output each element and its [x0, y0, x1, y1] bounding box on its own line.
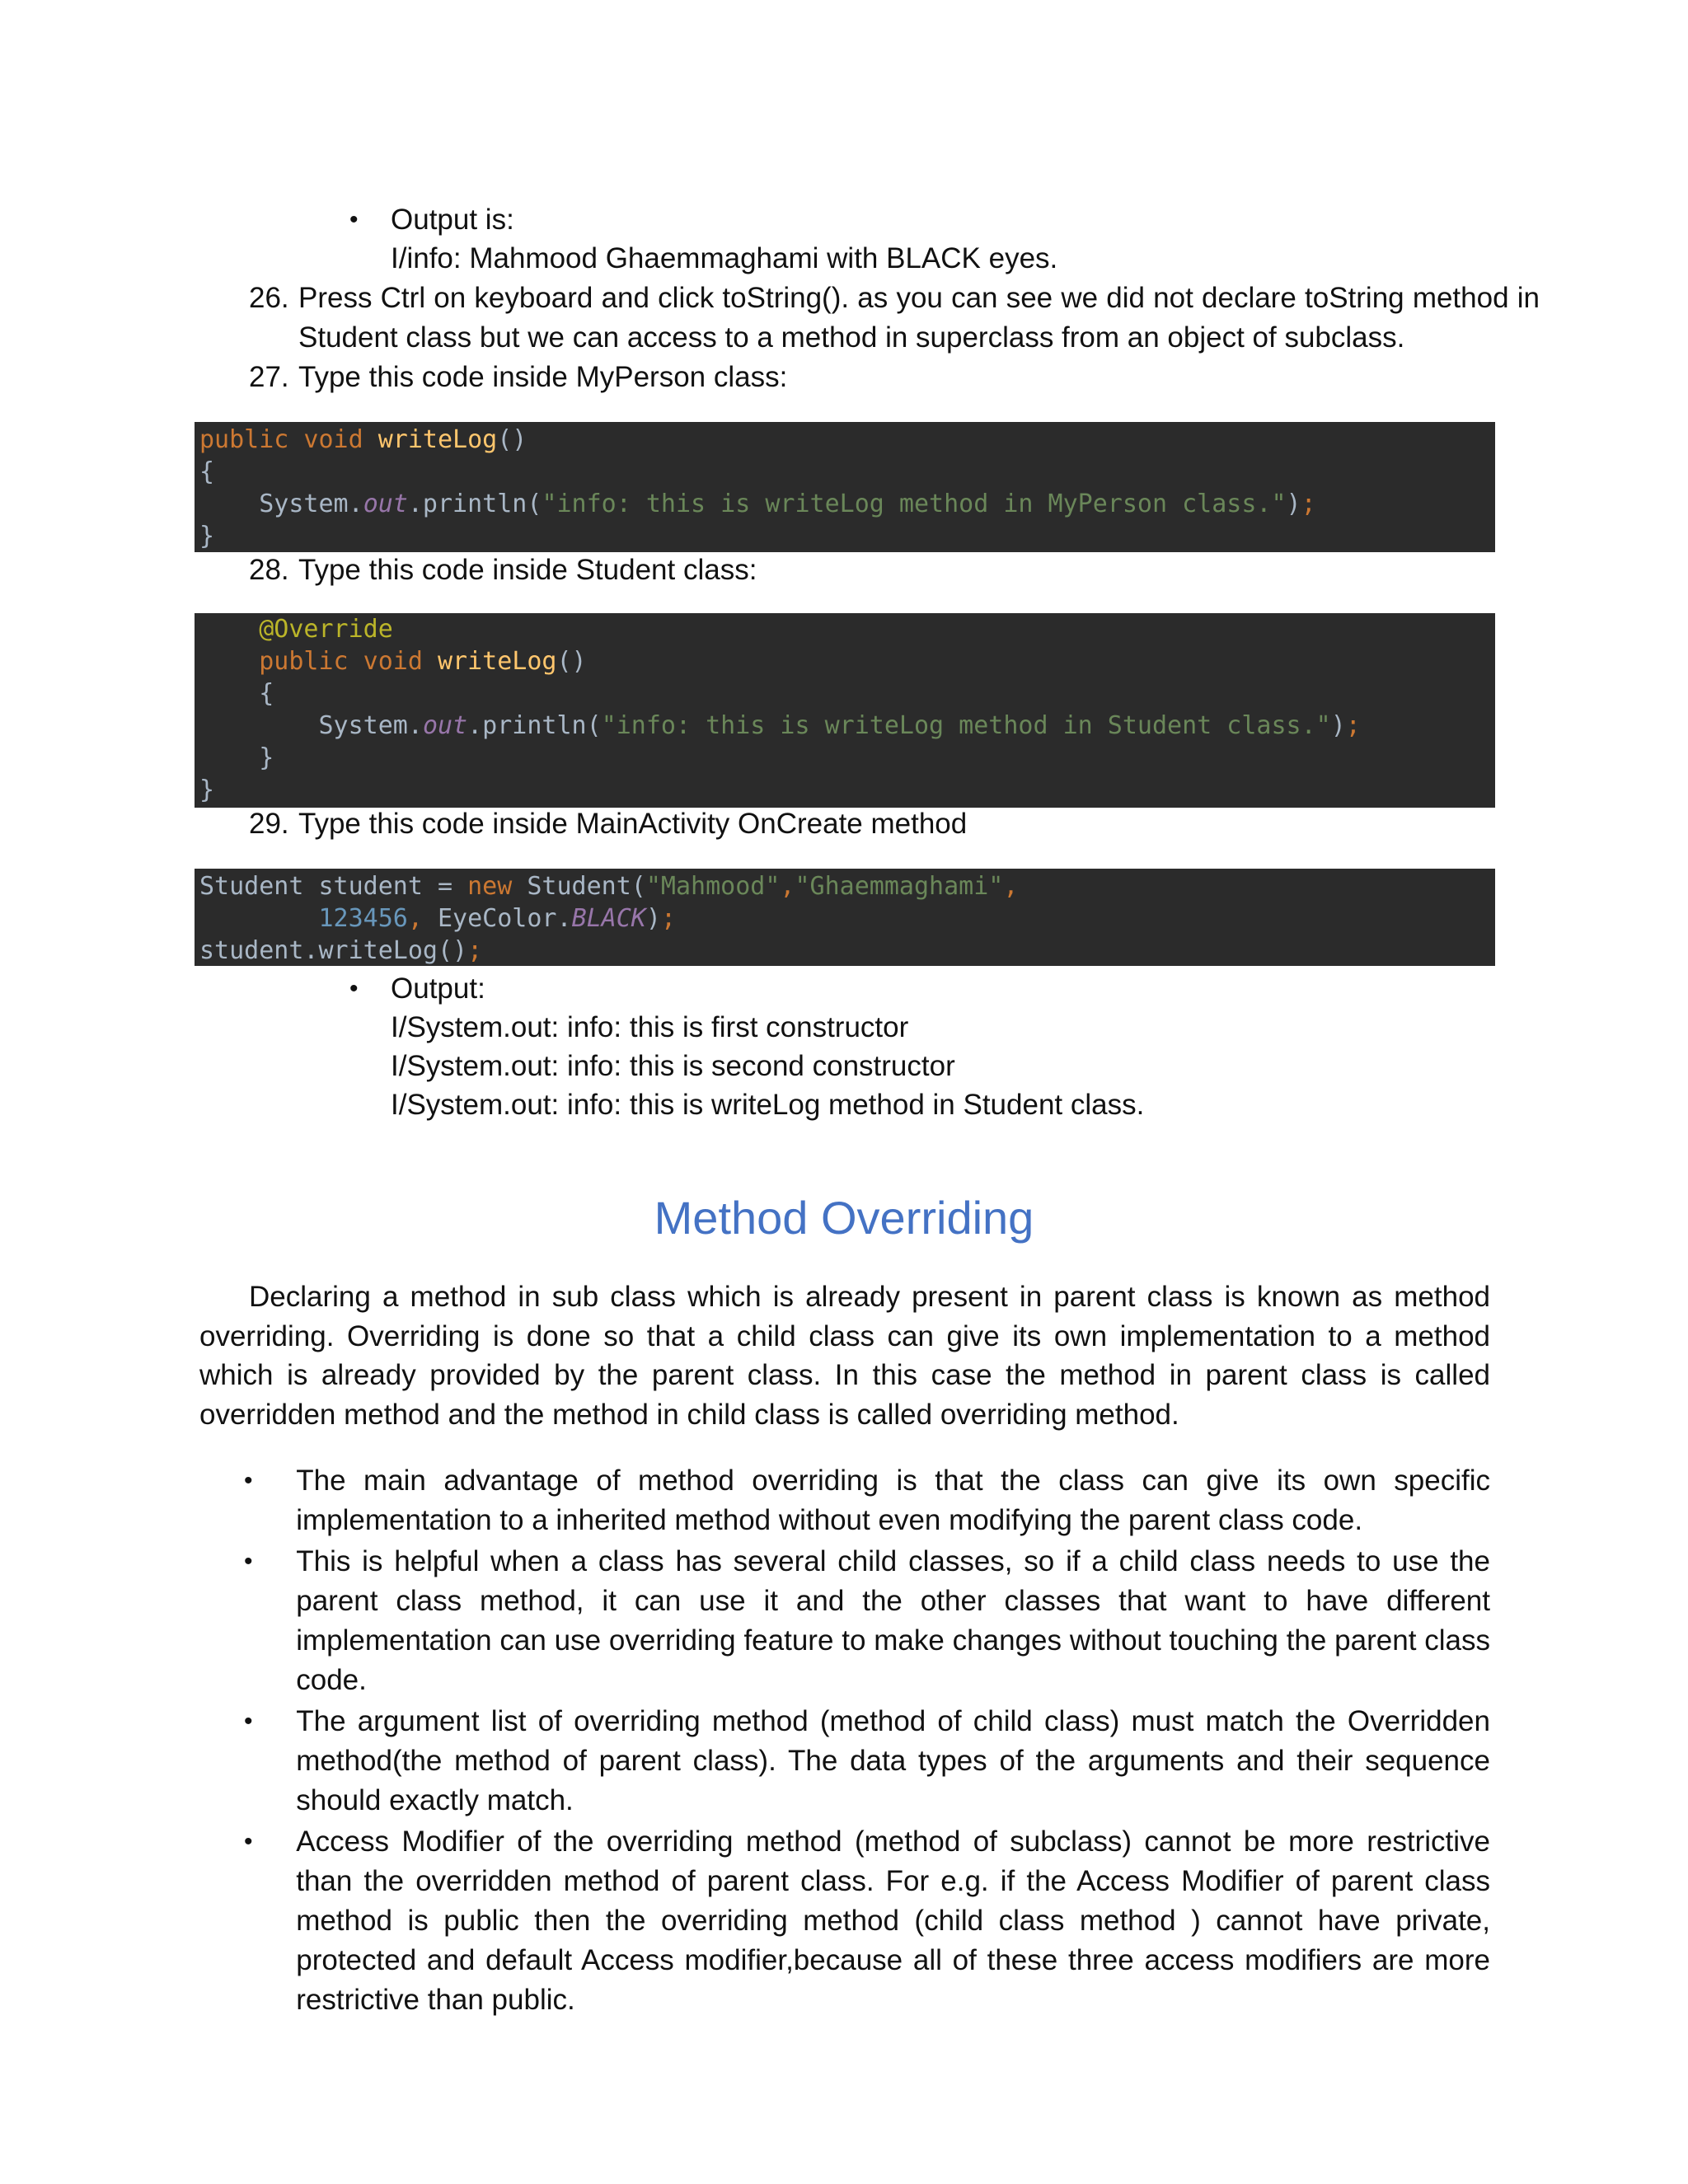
code-indent [199, 904, 319, 933]
list-item [244, 1461, 1490, 1540]
code-text: student.writeLog() [199, 936, 468, 965]
code-keyword: new [467, 872, 513, 901]
step-28 [249, 551, 1493, 590]
code-line [199, 870, 1495, 902]
code-block-student [195, 613, 1495, 808]
step-27 [249, 358, 1493, 397]
code-text: System. [199, 711, 423, 740]
list-item [244, 1542, 1490, 1700]
code-line [199, 902, 1495, 935]
step-text: Type this code inside MyPerson class: [298, 361, 788, 393]
code-line: } [199, 522, 215, 551]
code-block-myperson [195, 422, 1495, 552]
bullet-marker: • [349, 975, 359, 1002]
section-heading: Method Overriding [654, 1192, 1034, 1244]
code-text: .println( [407, 490, 542, 518]
step-29 [249, 804, 1493, 844]
code-line: } [199, 743, 274, 772]
code-line: { [199, 457, 215, 486]
list-item-text: The argument list of overriding method (method of child class) must match the Overridden method(the method of parent class). The data types of the arguments and their sequence should exactly match. [296, 1705, 1490, 1816]
code-comma: , [1003, 872, 1019, 901]
output-bullet-top [349, 200, 1057, 278]
code-line [199, 710, 1495, 742]
code-text: .println( [467, 711, 602, 740]
output-label: Output is: [391, 204, 514, 236]
section-paragraph: Declaring a method in sub class which is already present in parent class is known as method overriding. Overriding is done so that a child class can give its own implementation to a method which is already provided by the parent class. In this case the method in parent class is called overridden method and the method in child class is called overriding method. [199, 1281, 1490, 1431]
step-26 [249, 279, 1540, 358]
output-bullet [349, 969, 1144, 1124]
code-text: () [497, 425, 528, 454]
bullet-marker: • [244, 1828, 253, 1855]
code-string: "info: this is writeLog method in MyPerson class." [542, 490, 1287, 518]
list-item-text: This is helpful when a class has several child classes, so if a child class needs to use the parent class method, it can use it and the other classes that want to have different implementation can use overriding feature to make changes without touching the parent class code. [296, 1545, 1490, 1696]
code-line: @Override [199, 615, 393, 644]
code-text: () [556, 647, 587, 676]
bullet-marker: • [349, 206, 359, 233]
output-label: Output: [391, 972, 485, 1005]
code-line: } [199, 776, 215, 804]
list-item-text: Access Modifier of the overriding method (method of subclass) cannot be more restrictive than the overridden method of parent class. For e.g. if the Access Modifier of parent class method is public then the overriding method (child class method ) cannot have private, protected and default Access modifier,because all of these three access modifiers are more restrictive than public. [296, 1825, 1490, 2016]
code-string: "Mahmood" [645, 872, 781, 901]
step-text: Press Ctrl on keyboard and click toString(). as you can see we did not declare toString method in Student class but we can access to a method in superclass from an object of subclass. [298, 282, 1540, 354]
output-line: I/System.out: info: this is writeLog method in Student class. [391, 1089, 1145, 1121]
code-number: 123456 [318, 904, 408, 933]
code-keyword: public void [199, 425, 378, 454]
code-comma: , [780, 872, 795, 901]
code-text: EyeColor. [422, 904, 572, 933]
code-line: { [199, 679, 274, 708]
code-text: ) [1286, 490, 1301, 518]
step-text: Type this code inside Student class: [298, 554, 757, 586]
code-semicolon: ; [660, 904, 676, 933]
code-text: ) [1330, 711, 1346, 740]
output-line: I/info: Mahmood Ghaemmaghami with BLACK eyes. [391, 242, 1058, 274]
code-string: "info: this is writeLog method in Student class." [601, 711, 1331, 740]
list-item-text: The main advantage of method overriding is that the class can give its own specific implementation to a inherited method without even modifying the parent class code. [296, 1465, 1490, 1536]
bullet-marker: • [244, 1548, 253, 1575]
code-text: Student student = [199, 872, 468, 901]
list-item [244, 1702, 1490, 1821]
code-block-mainactivity [195, 869, 1495, 966]
code-string: "Ghaemmaghami" [795, 872, 1004, 901]
output-line: I/System.out: info: this is first constructor [391, 1011, 909, 1043]
code-semicolon: ; [1301, 490, 1316, 518]
code-text: System. [199, 490, 363, 518]
code-line [199, 645, 1495, 677]
code-semicolon: ; [1345, 711, 1361, 740]
code-field: out [422, 711, 468, 740]
step-number: 26. [249, 282, 289, 314]
code-text: ) [645, 904, 661, 933]
code-method-name: writeLog [437, 647, 557, 676]
code-keyword: public void [199, 647, 438, 676]
code-field: BLACK [571, 904, 646, 933]
step-text: Type this code inside MainActivity OnCreate method [298, 808, 968, 840]
code-text: Student( [512, 872, 646, 901]
step-number: 27. [249, 361, 289, 393]
bullet-marker: • [244, 1467, 253, 1494]
code-line [199, 488, 1495, 520]
step-number: 29. [249, 808, 289, 840]
code-semicolon: ; [467, 936, 483, 965]
code-field: out [363, 490, 408, 518]
bullet-list [244, 1461, 1490, 2022]
code-line [199, 424, 1495, 456]
output-line: I/System.out: info: this is second constructor [391, 1050, 955, 1082]
bullet-marker: • [244, 1708, 253, 1735]
code-comma: , [407, 904, 423, 933]
step-number: 28. [249, 554, 289, 586]
code-method-name: writeLog [377, 425, 498, 454]
code-line [199, 935, 1495, 967]
list-item [244, 1822, 1490, 2020]
